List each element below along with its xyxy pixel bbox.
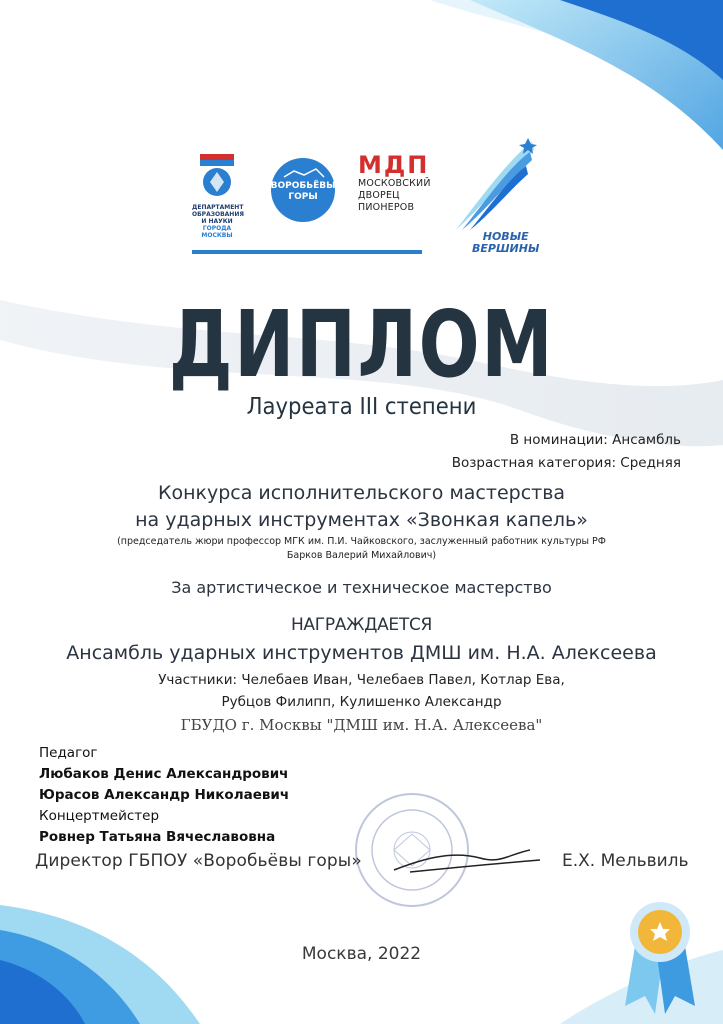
jury-line2: Барков Валерий Михайлович) [286,550,437,561]
pedagog-label: Педагог [39,745,98,761]
mdp-mark: МДП [358,151,430,179]
mdp-line: ПИОНЕРОВ [358,202,415,213]
director-position: Директор ГБПОУ «Воробьёвы горы» [35,851,362,871]
concertmaster-label: Концертмейстер [39,808,160,824]
logo-underline-bar [192,250,422,254]
participants-line2: Рубцов Филипп, Кулишенко Александр [221,694,502,710]
signature-icon [390,840,550,880]
department-caption-line: ДЕПАРТАМЕНТ [192,204,244,211]
jury-line1: (председатель жюри профессор МГК им. П.И. Чайковского, заслуженный работник культуры РФ [117,536,606,547]
awarded-heading: НАГРАЖДАЕТСЯ [290,615,433,635]
school-name: ГБУДО г. Москвы "ДМШ им. Н.А. Алексеева" [180,716,543,734]
contest-title-line2: на ударных инструментах «Звонкая капель» [135,509,588,531]
vorobyovy-gory-line: ВОРОБЬЁВЫ [270,181,336,191]
age-category: Возрастная категория: Средняя [451,455,681,471]
department-caption [192,204,242,239]
diploma-subtitle: Лауреата III степени [246,394,477,420]
department-logo [192,152,244,239]
department-emblem-icon [192,152,242,200]
mdp-line: ДВОРЕЦ [358,190,400,201]
novye-vershiny-line: ВЕРШИНЫ [472,242,540,255]
vorobyovy-gory-line: ГОРЫ [288,192,318,202]
mdp-line: МОСКОВСКИЙ [358,178,431,189]
participants-line1: Участники: Челебаев Иван, Челебаев Павел, Котлар Ева, [158,672,565,688]
concertmaster-name: Ровнер Татьяна Вячеславовна [39,829,276,845]
director-name: Е.Х. Мельвиль [562,851,689,871]
department-caption-line: ГОРОДА МОСКВЫ [201,225,233,239]
mdp-logo [358,152,448,232]
novye-vershiny-swoosh-icon [452,136,538,232]
department-caption-line: ОБРАЗОВАНИЯ [192,211,244,218]
vorobyovy-gory-logo [270,157,336,223]
contest-title-line1: Конкурса исполнительского мастерства [157,482,566,504]
nomination: В номинации: Ансамбль [509,432,681,448]
department-caption-line: И НАУКИ [201,218,233,225]
diploma-title: ДИПЛОМ [168,291,555,398]
pedagog-name: Любаков Денис Александрович [39,766,289,782]
novye-vershiny-logo [452,136,538,256]
novye-vershiny-line: НОВЫЕ [482,230,529,243]
ensemble-name: Ансамбль ударных инструментов ДМШ им. Н.А. Алексеева [66,642,657,664]
footer-city-year: Москва, 2022 [301,944,422,964]
pedagog-name: Юрасов Александр Николаевич [39,787,290,803]
merit-statement: За артистическое и техническое мастерство [171,578,552,597]
